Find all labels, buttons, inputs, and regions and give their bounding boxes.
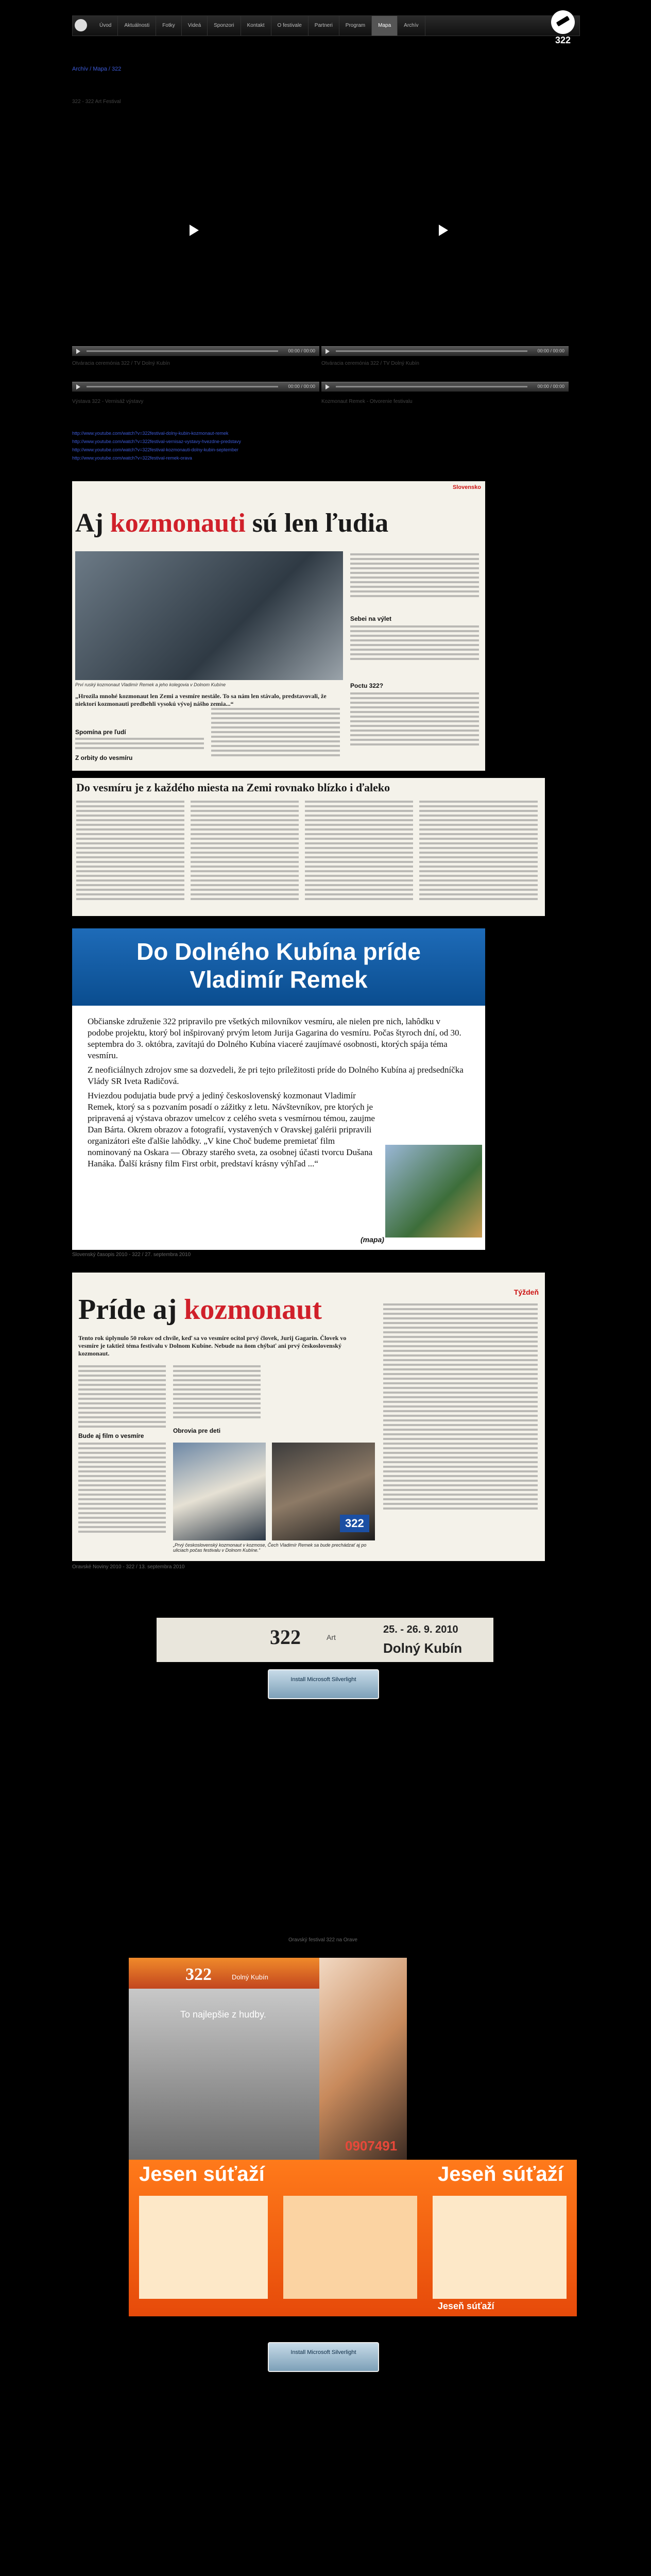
install-silverlight-button[interactable]: Install Microsoft Silverlight [268, 1669, 379, 1699]
text-column [76, 801, 184, 903]
text-column [350, 553, 479, 600]
clipping-tag: Slovensko [452, 484, 481, 490]
section-head: Poctu 322? [350, 682, 384, 689]
section-caption: Oravský festival 322 na Orave [288, 1937, 357, 1943]
poster-title: 322 [185, 1965, 212, 1984]
badge-322: 322 [340, 1515, 369, 1532]
clipping-headline [72, 928, 485, 1006]
clipping-lead: „Hrozila mnohé kozmonaut len Zemi a vesmíre nestále. To sa nám len stávalo, predstavovali, že niektorí kozmonauti predbehli vysokú vývoj nášho zemia...“ [75, 692, 327, 707]
play-icon[interactable] [76, 349, 80, 354]
clipping-caption: Oravské Noviny 2010 - 322 / 13. septembra 2010 [72, 1564, 185, 1570]
banner-place: Dolný Kubín [383, 1640, 462, 1656]
text-column [78, 1443, 166, 1535]
nav-item[interactable]: Kontakt [241, 16, 271, 36]
newspaper-clipping [72, 928, 485, 1250]
video-control-bar[interactable] [321, 382, 569, 392]
video-caption: Otváracia ceremónia 322 / TV Dolný Kubín [72, 361, 170, 366]
brand-logo[interactable] [547, 10, 579, 52]
video-control-bar[interactable] [72, 382, 319, 392]
nav-item[interactable]: Sponzori [208, 16, 241, 36]
nav-item[interactable]: Partneri [309, 16, 339, 36]
video-caption: Kozmonaut Remek - Otvorenie festivalu [321, 399, 413, 404]
headline-part: Aj [75, 509, 110, 538]
nav-item[interactable]: Úvod [93, 16, 118, 36]
clipping-tag: Týždeň [513, 1288, 539, 1296]
clipping-caption: Slovenský časopis 2010 - 322 / 27. septembra 2010 [72, 1252, 191, 1258]
video-link[interactable]: http://www.youtube.com/watch?v=322festival-kozmonauti-dolny-kubin-september [72, 447, 238, 452]
nav-item[interactable]: Mapa [372, 16, 398, 36]
poster-panel [283, 2196, 417, 2299]
clipping-headline [75, 508, 388, 538]
seek-bar[interactable] [336, 386, 527, 387]
video-player-controls [321, 258, 569, 361]
poster-subtitle: Dolný Kubín [232, 1973, 268, 1981]
festival-poster [129, 2160, 577, 2316]
video-link[interactable]: http://www.youtube.com/watch?v=322festival-vernisaz-vystavy-hvezdne-predstavy [72, 439, 241, 444]
newspaper-clipping [72, 481, 485, 771]
home-icon[interactable] [75, 19, 87, 31]
nav-item[interactable]: Videá [182, 16, 208, 36]
text-column [305, 801, 413, 903]
seek-bar[interactable] [87, 386, 278, 387]
main-nav [93, 16, 425, 36]
section-head: Bude aj film o vesmíre [78, 1432, 144, 1439]
headline-part: sú len ľudia [245, 509, 389, 538]
video-time: 00:00 / 00:00 [288, 348, 315, 353]
newspaper-clipping [72, 778, 545, 916]
page-subtitle: 322 - 322 Art Festival [72, 99, 121, 105]
headline-highlight: kozmonaut [184, 1294, 322, 1326]
section-head: Sebei na výlet [350, 615, 392, 622]
install-silverlight-button[interactable]: Install Microsoft Silverlight [268, 2342, 379, 2372]
video-caption: Výstava 322 - Vernisáž výstavy [72, 399, 144, 404]
text-column [173, 1365, 261, 1421]
top-navigation-bar [72, 15, 580, 36]
brand-disc-icon [551, 10, 575, 34]
news-photo [173, 1443, 266, 1540]
news-photo [385, 1145, 482, 1238]
video-time: 00:00 / 00:00 [288, 384, 315, 389]
brand-number: 322 [555, 35, 571, 45]
clipping-lead: Tento rok úplynulo 50 rokov od chvíle, keď sa vo vesmíre ocitol prvý človek, Jurij Gagarin. Človek vo vesmíre je taktiež téma festivalu v Dolnom Kubíne. Nebude na ňom chýbať ani prvý československý kozmonaut. [78, 1334, 347, 1357]
breadcrumb[interactable]: Archív / Mapa / 322 [72, 66, 122, 72]
nav-item[interactable]: Fotky [156, 16, 181, 36]
seek-bar[interactable] [336, 350, 527, 352]
headline-line: Vladimír Remek [190, 966, 368, 993]
video-link[interactable]: http://www.youtube.com/watch?v=322festival-remek-orava [72, 455, 192, 461]
video-link[interactable]: http://www.youtube.com/watch?v=322festival-dolny-kubin-kozmonaut-remek [72, 431, 229, 436]
photo-caption: Prví ruský kozmonaut Vladimír Remek a jeho kolegovia v Dolnom Kubíne [75, 682, 226, 687]
text-column [211, 708, 340, 759]
newspaper-clipping [72, 1273, 545, 1561]
play-icon[interactable] [190, 225, 199, 236]
banner-dates: 25. - 26. 9. 2010 [383, 1624, 458, 1635]
section-head: Spomína pre ľudí [75, 728, 126, 736]
video-player-controls [321, 381, 569, 392]
ad-banner[interactable] [157, 1618, 493, 1662]
video-control-bar[interactable] [321, 346, 569, 356]
poster-panel [139, 2196, 268, 2299]
video-player-controls [72, 258, 319, 361]
photo-caption: „Prvý československý kozmonaut v kozmose, Čech Vladimír Remek sa bude prechádzať aj po uliciach počas festivalu v Dolnom Kubíne.“ [173, 1543, 367, 1553]
poster-portrait [319, 1958, 407, 2162]
text-column [350, 692, 479, 748]
play-icon[interactable] [439, 225, 448, 236]
nav-item[interactable]: Aktuálnosti [118, 16, 156, 36]
poster-footer: Jeseň súťaží [438, 2301, 494, 2311]
text-column [419, 801, 538, 903]
play-icon[interactable] [326, 349, 330, 354]
poster-phone: 0907491 [345, 2138, 398, 2154]
nav-item[interactable]: Archív [398, 16, 425, 36]
festival-poster [129, 1958, 407, 2162]
clipping-headline: Do vesmíru je z každého miesta na Zemi rovnako blízko i ďaleko [76, 781, 390, 794]
text-column [350, 625, 479, 663]
body-paragraph: Občianske združenie 322 pripravilo pre všetkých milovníkov vesmíru, ale nielen pre nich, lahôdku v podobe projektu, ktorý bol inšpirovaný prvým letom Jurija Gagarina do vesmíru. Počas štyroch dní, od 30. septembra do 3. októbra, zavítajú do Dolného Kubína viaceré zaujímavé osobnosti, ktorých spája téma vesmíru. [88, 1016, 461, 1060]
poster-panel [433, 2196, 567, 2299]
poster-title: Jeseň súťaží [438, 2163, 563, 2185]
body-paragraph: Z neoficiálnych zdrojov sme sa dozvedeli, že pri tejto príležitosti príde do Dolného Kubína aj predsedníčka Vlády SR Iveta Radičová. [88, 1065, 464, 1086]
banner-subtitle: Art [327, 1633, 336, 1641]
text-column [78, 1365, 166, 1430]
video-caption: Otváracia ceremónia 322 / TV Dolný Kubín [321, 361, 419, 366]
video-control-bar[interactable] [72, 346, 319, 356]
text-column [191, 801, 299, 903]
poster-slogan: To najlepšie z hudby. [180, 2009, 266, 2020]
video-time: 00:00 / 00:00 [537, 348, 564, 353]
text-column [75, 738, 204, 752]
nav-item[interactable]: O festivale [271, 16, 309, 36]
news-photo [75, 551, 343, 680]
video-player-controls [72, 381, 319, 392]
clipping-headline [78, 1293, 322, 1326]
seek-bar[interactable] [87, 350, 278, 352]
body-paragraph: Hviezdou podujatia bude prvý a jediný československý kozmonaut Vladimír Remek, ktorý sa s pozvaním posadí o zážitky z letu. Návštevníkov, pre ktorých je pripravená aj výstava obrazov umelcov z celého sveta s vesmírnou témou, zaujme Dan Bárta. Okrem obrazov a fotografií, vystavených v Oravskej galérii pripravili organizátori ešte ďalšie lahôdky. „V kine Choč budeme premietať film nominovaný na Oskara — Obrazy starého sveta, za osobnej účasti tvorcu Dušana Hanáka. Ďalší krásny film First orbit, predstaví krásny výhľad ...“ [88, 1091, 375, 1168]
section-head: Z orbity do vesmíru [75, 754, 133, 761]
section-head: Obrovia pre deti [173, 1427, 221, 1434]
headline-line: Do Dolného Kubína príde [136, 938, 421, 965]
video-time: 00:00 / 00:00 [537, 384, 564, 389]
play-icon[interactable] [326, 384, 330, 389]
poster-title: Jesen súťaží [139, 2163, 265, 2185]
text-column [383, 1303, 538, 1512]
nav-item[interactable]: Program [339, 16, 372, 36]
signature: (mapa) [361, 1235, 384, 1244]
play-icon[interactable] [76, 384, 80, 389]
headline-part: Príde aj [78, 1294, 184, 1326]
headline-highlight: kozmonauti [110, 509, 246, 538]
banner-title: 322 [270, 1625, 301, 1649]
